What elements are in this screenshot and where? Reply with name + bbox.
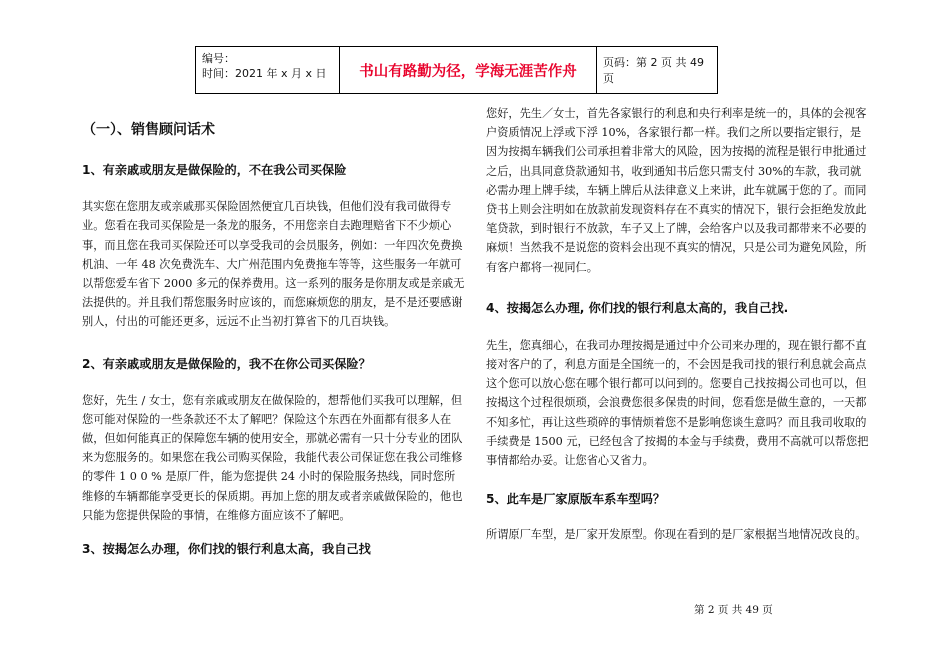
header-meta-cell xyxy=(196,47,340,93)
q3-title: 3、按揭怎么办理，你们找的银行利息太高，我自己找 xyxy=(82,542,371,557)
time-label: 时间：2021 年 x 月 x 日 xyxy=(202,67,327,80)
q1-title: 1、有亲戚或朋友是做保险的，不在我公司买保险 xyxy=(82,163,347,178)
left-column xyxy=(82,100,466,559)
number-label: 编号： xyxy=(202,52,235,65)
q4-body: 先生，您真细心，在我司办理按揭是通过中介公司来办理的，现在银行都不直接对客户的了，利息方面是全国统一的，不会因是我司找的银行利息就会高点这个您可以放心您在哪个银行都可以问到的。您要自己找按揭公司也可以，但按揭这个过程很烦琐，会浪费您很多保贵的时间，您看您是做生意的，一天都不知多忙，再让这些琐碎的事情烦着您不是影响您谈生意吗？而且我司收取的手续费是 1500 元，已经包含了按揭的本金与手续费，费用不高就可以帮您把事情都给办妥。让您省心又省力。 xyxy=(486,338,869,468)
mortgage-answer: 您好，先生／女士，首先各家银行的利息和央行利率是统一的，具体的会视客户资质情况上浮或下浮 10%，各家银行都一样。我们之所以要指定银行，是因为按揭车辆我们公司承担着非常大的风险，因为按揭的流程是银行申批通过之后，出具同意贷款通知书，收到通知书后您只需支付 30%的车款，我司就必需办理上牌手续，车辆上牌后从法律意义上来讲，此车就属于您的了。而同贷书上则会注明如在放款前发现资料存在不真实的情况下，银行会拒绝发放此笔贷款，到时银行不放款，车子又上了牌，会给客户以及我司都带来不必要的麻烦！当然我不是说您的资料会出现不真实的情况，只是公司为避免风险，所有客户都将一视同仁。 xyxy=(486,107,867,274)
q1-body: 其实您在您朋友或亲戚那买保险固然便宜几百块钱，但他们没有我司做得专业。您看在我司买保险是一条龙的服务，不用您亲自去跑理赔省下不少烦心事，而且您在我司买保险还可以享受我司的会员服务，例如：一年四次免费换机油、一年 48 次免费洗车、大广州范围内免费拖车等等，这些服务一年就可以帮您爱车省下 2000 多元的保养费用。这一系列的服务是你朋友或是亲戚无法提供的。并且我们帮您服务时应该的，而您麻烦您的朋友，是不是还要感谢别人，付出的可能还更多，远远不止当初打算省下的几百块钱。 xyxy=(82,200,465,329)
motto: 书山有路勤为径，学海无涯苦作舟 xyxy=(340,47,597,93)
right-column xyxy=(486,104,871,544)
section-title: （一）、销售顾问话术 xyxy=(82,122,215,138)
q5-title: 5、此车是厂家原版车系车型吗？ xyxy=(486,492,666,507)
page-label: 页码：第 2 页 共 49 页 xyxy=(603,56,704,85)
q4-title: 4、按揭怎么办理, 你们找的银行利息太高的，我自己找. xyxy=(486,300,789,315)
q5-body: 所谓原厂车型，是厂家开发原型。你现在看到的是厂家根据当地情况改良的。 xyxy=(486,528,867,542)
header-table xyxy=(195,46,718,94)
q2-title: 2、有亲戚或朋友是做保险的，我不在你公司买保险？ xyxy=(82,356,371,371)
q2-body: 您好，先生 / 女士，您有亲戚或朋友在做保险的，想帮他们买我可以理解，但您可能对保险的一些条款还不太了解吧？保险这个东西在外面都有很多人在做，但如何能真正的保障您车辆的使用安全，那就必需有一只十分专业的团队来为您服务的。如果您在我公司购买保险，我能代表公司保证您在我公司维修的零件 1 0 0 % 是原厂件，能为您提供 24 小时的保险服务热线，同时您所维修的车辆都能享受更长的保质期。再加上您的朋友或者亲戚做保险的，他也只能为您提供保险的事情，在维修方面应该不了解吧。 xyxy=(82,393,463,522)
page-footer: 第 2 页 共 49 页 xyxy=(694,604,773,616)
